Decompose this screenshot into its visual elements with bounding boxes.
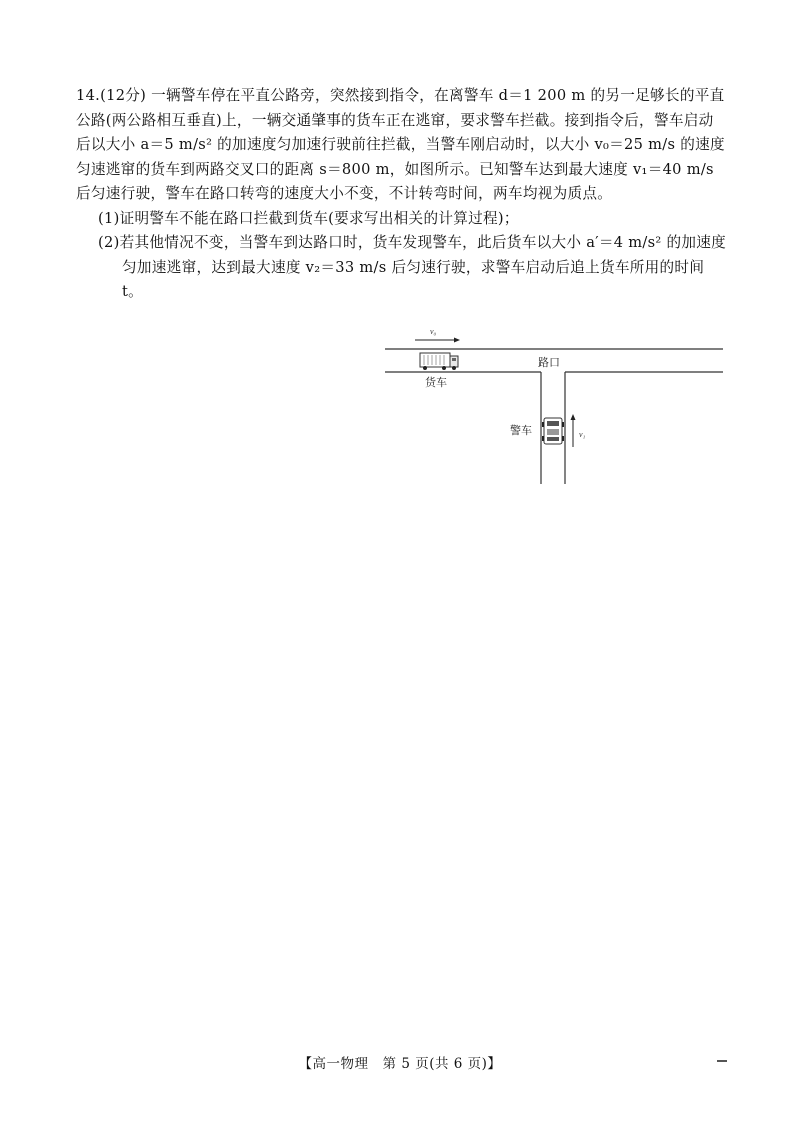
police-speed-label: v₁: [579, 430, 586, 439]
subquestion-1: (1)证明警车不能在路口拦截到货车(要求写出相关的计算过程)；: [98, 209, 519, 227]
corner-mark: [717, 1060, 727, 1062]
truck-speed-label: v₀: [430, 327, 437, 336]
truck-arrow-head: [454, 338, 460, 343]
problem-14: [76, 84, 728, 305]
police-car-icon: [542, 418, 564, 444]
problem-stem: [76, 84, 728, 207]
truck-icon: [420, 353, 458, 370]
problem-body: 一辆警车停在平直公路旁，突然接到指令，在离警车 d＝1 200 m 的另一足够长的平直公路(两公路相互垂直)上，一辆交通肇事的货车正在逃窜，要求警车拦截。接到指令后，警车启动后以大小 a＝5 m/s² 的加速度匀加速行驶前往拦截，当警车刚启动时，以大小 v₀＝25 m/s 的速度匀速逃窜的货车到两路交叉口的距离 s＝800 m，如图所示。已知警车达到最大速度 v₁＝40 m/s 后匀速行驶，警车在路口转弯的速度大小不变，不计转弯时间，两车均视为质点。: [76, 87, 725, 202]
subquestion-2: (2)若其他情况不变，当警车到达路口时，货车发现警车，此后货车以大小 a′＝4 m/s² 的加速度匀加速逃窜，达到最大速度 v₂＝33 m/s 后匀速行驶，求警车启动后追上货车所用的时间 t。: [98, 234, 727, 300]
police-arrow-head: [571, 414, 576, 420]
road-diagram: [380, 322, 726, 487]
police-car-label: 警车: [510, 424, 532, 437]
problem-points: (12分): [100, 87, 147, 104]
page-footer: 【高一物理 第 5 页(共 6 页)】: [298, 1056, 502, 1072]
truck-label: 货车: [425, 376, 447, 389]
problem-number: 14.: [76, 87, 101, 104]
intersection-label: 路口: [538, 356, 560, 369]
